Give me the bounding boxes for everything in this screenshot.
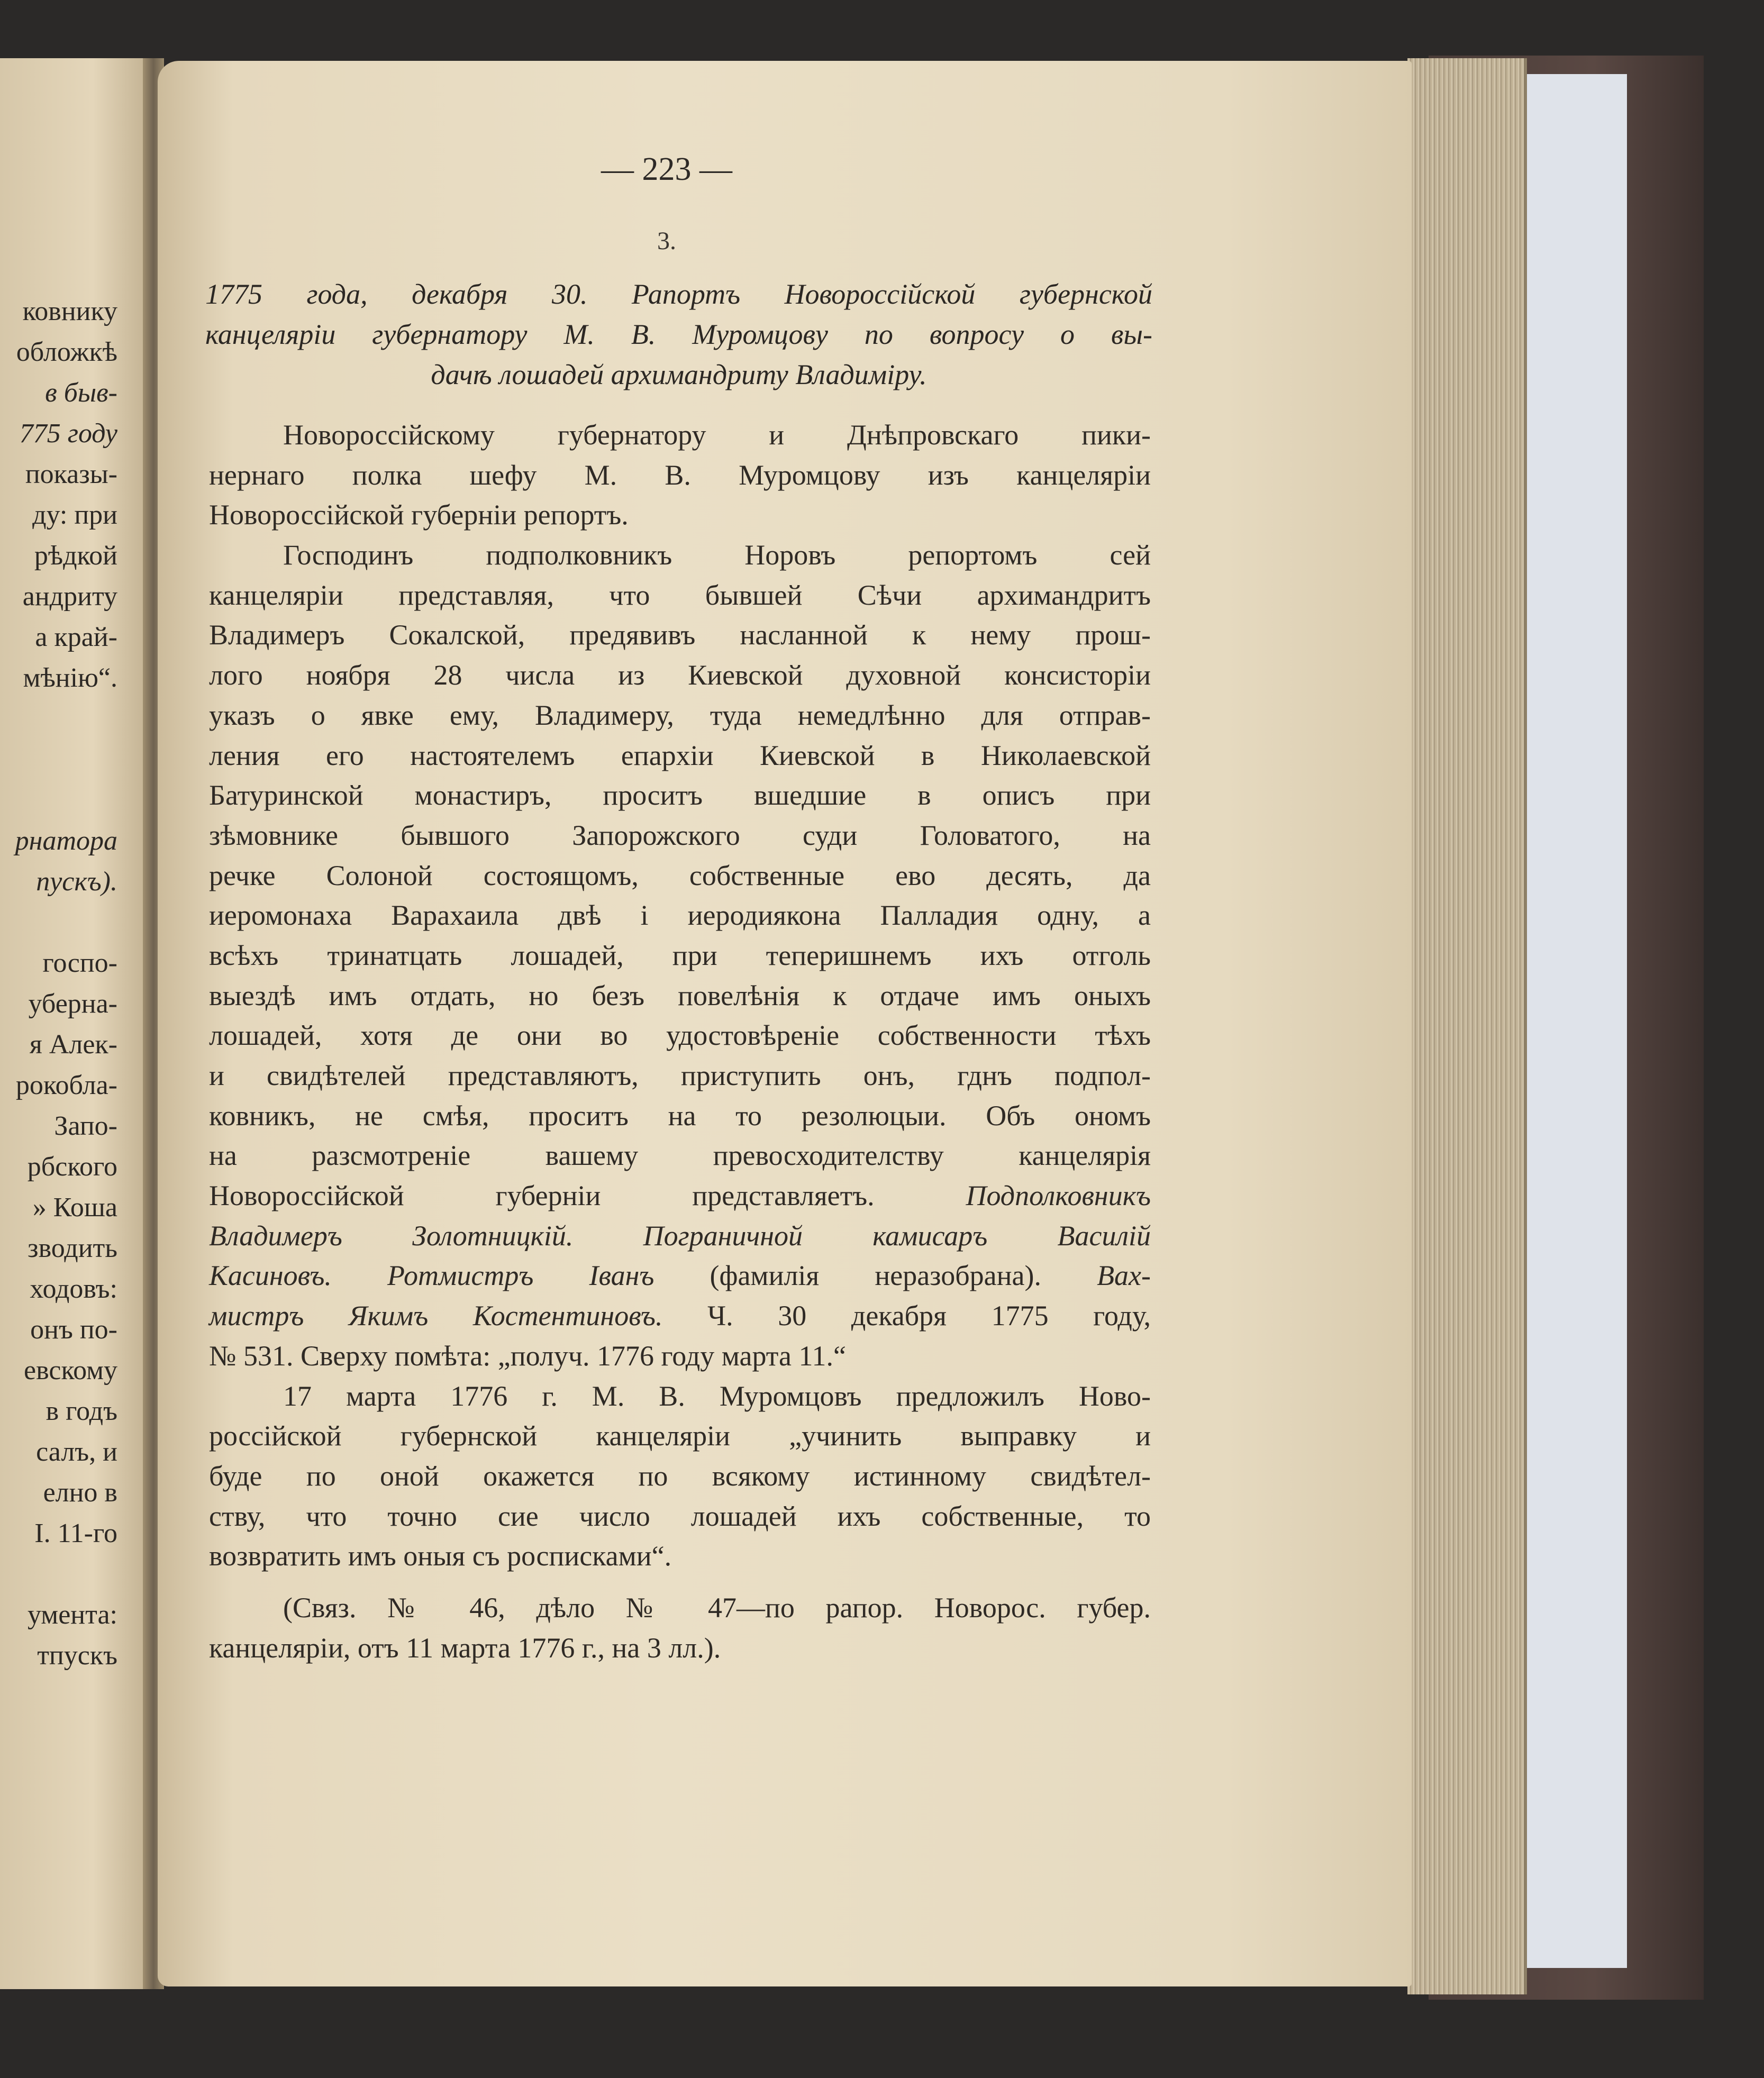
left-page-line	[0, 1554, 117, 1594]
body-line	[209, 1296, 1151, 1336]
left-page-line: I. 11-го	[34, 1518, 117, 1548]
left-page-line: евскому	[24, 1355, 117, 1386]
text-run: всѣхъ тринатцать лошадей, при теперишнемъ ихъ отголь	[209, 939, 1151, 971]
text-run: лого ноября 28 числа из Киевской духовной консисторіи	[209, 659, 1151, 691]
page-edges	[1407, 58, 1527, 1994]
left-page-line: рѣдкой	[34, 541, 117, 571]
italic-text: Вах-	[1097, 1260, 1151, 1292]
heading-line: 1775 года, декабря 30. Рапортъ Новороссійской губернской	[205, 278, 1152, 310]
left-page-line: мѣнію“.	[23, 663, 117, 693]
left-page-line: рбского	[27, 1152, 117, 1182]
paragraph-gap	[209, 1576, 1151, 1588]
text-run: Ч. 30 декабря 1775 году,	[662, 1300, 1151, 1332]
text-run: Новороссійскому губернатору и Днѣпровскаго пики-	[283, 419, 1151, 451]
body-line	[209, 1497, 1151, 1537]
left-page-line: пускъ).	[36, 867, 117, 897]
body-line	[209, 1536, 1151, 1576]
text-run: Батуринской монастиръ, проситъ вшедшие в описъ при	[209, 779, 1151, 812]
text-run: речке Солоной состоящомъ, собственные ево десять, да	[209, 859, 1151, 891]
body-line	[209, 856, 1151, 896]
body-line	[209, 1416, 1151, 1456]
text-run: (фамилія неразобрана).	[654, 1260, 1097, 1292]
left-page-line: ходовъ:	[30, 1274, 117, 1304]
left-page-line: уберна-	[28, 989, 117, 1019]
text-run: буде по оной окажется по всякому истинному свидѣтел-	[209, 1460, 1151, 1492]
body-line	[209, 976, 1151, 1016]
text-run: Владимеръ Сокалской, предявивъ насланной к нему прош-	[209, 619, 1151, 651]
heading-line: канцеляріи губернатору М. В. Муромцову по вопросу о вы-	[205, 318, 1152, 350]
body-line	[209, 1628, 1151, 1669]
text-run: лошадей, хотя де они во удостовѣреніе собственности тѣхъ	[209, 1019, 1151, 1052]
text-run: россійской губернской канцеляріи „учинить выправку и	[209, 1420, 1151, 1452]
text-run: нернаго полка шефу М. В. Муромцову изъ канцеляріи	[209, 459, 1151, 491]
body-line	[209, 1336, 1151, 1377]
body-line	[209, 1096, 1151, 1136]
body-line	[209, 776, 1151, 816]
body-line	[209, 415, 1151, 455]
body-line	[209, 736, 1151, 776]
body-line	[209, 1216, 1151, 1256]
left-page-line: рнатора	[15, 826, 117, 856]
body-line	[209, 1256, 1151, 1296]
page-number: — 223 —	[601, 151, 732, 187]
text-run: на разсмотреніе вашему превосходителству канцелярія	[209, 1140, 1151, 1172]
left-page-line: в быв-	[45, 378, 117, 408]
left-page-line: зводить	[28, 1233, 117, 1263]
left-page-line: » Коша	[32, 1192, 117, 1223]
italic-text: Владимеръ Золотницкій. Пограничной камисаръ Василій	[209, 1219, 1151, 1252]
body-line	[209, 936, 1151, 976]
body-line	[209, 1588, 1151, 1628]
left-page-line: а край-	[35, 622, 117, 652]
left-page-line	[0, 780, 117, 821]
body-line	[209, 1456, 1151, 1497]
left-page-text	[0, 291, 117, 1676]
body-line	[209, 576, 1151, 616]
text-run: канцеляріи, отъ 11 марта 1776 г., на 3 лл.).	[209, 1632, 721, 1664]
text-run: иеромонаха Варахаила двѣ і иеродиякона Палладия одну, а	[209, 899, 1151, 932]
italic-text: Касиновъ. Ротмистръ Іванъ	[209, 1260, 654, 1292]
body-line	[209, 535, 1151, 576]
body-line	[209, 455, 1151, 496]
left-page-line: онъ по-	[30, 1315, 117, 1345]
text-run: возвратить имъ оныя съ росписками“.	[209, 1540, 672, 1572]
body-line	[209, 495, 1151, 535]
left-page-line: госпо-	[42, 948, 117, 978]
left-page-line: в годъ	[46, 1396, 117, 1426]
text-run: Новороссійской губерніи представляетъ.	[209, 1180, 966, 1212]
text-run: выездѣ имъ отдать, но безъ повелѣнія к отдаче имъ оныхъ	[209, 979, 1151, 1011]
left-page-line: умента:	[27, 1600, 117, 1630]
body-line	[209, 816, 1151, 856]
document-body	[209, 415, 1151, 1668]
left-page-line: рокобла-	[15, 1070, 117, 1100]
text-run: ству, что точно сие число лошадей ихъ собственные, то	[209, 1500, 1151, 1532]
text-run: Новороссійской губерніи репортъ.	[209, 499, 629, 531]
left-page-line: ковнику	[22, 296, 117, 326]
left-page-line	[0, 698, 117, 739]
document-number: 3.	[657, 227, 676, 255]
left-page-line	[0, 739, 117, 780]
left-page-line	[0, 902, 117, 943]
body-line	[209, 696, 1151, 736]
body-line	[209, 1136, 1151, 1176]
left-page-line: Запо-	[54, 1111, 117, 1141]
heading-line: дачѣ лошадей архимандриту Владиміру.	[431, 359, 927, 390]
left-page-line: салъ, и	[36, 1437, 117, 1467]
text-run: № 531. Сверху помѣта: „получ. 1776 году марта 11.“	[209, 1339, 846, 1372]
text-run: ления его настоятелемъ епархіи Киевской в Николаевской	[209, 739, 1151, 771]
document-heading	[205, 274, 1152, 395]
text-run: канцеляріи представляя, что бывшей Сѣчи архимандритъ	[209, 579, 1151, 611]
left-page	[0, 58, 154, 1989]
body-line	[209, 1176, 1151, 1216]
text-run: (Связ. № 46, дѣло № 47—по рапор. Новорос. губер.	[283, 1591, 1151, 1624]
body-line	[209, 896, 1151, 936]
body-line	[209, 1016, 1151, 1056]
body-line	[209, 615, 1151, 655]
text-run: и свидѣтелей представляютъ, приступить онъ, гднъ подпол-	[209, 1060, 1151, 1091]
left-page-line: показы-	[25, 459, 117, 489]
left-page-line: тпускъ	[37, 1640, 117, 1671]
left-page-line: я Алек-	[29, 1029, 117, 1060]
text-run: зѣмовнике бывшого Запорожского суди Головатого, на	[209, 819, 1151, 851]
text-run: Господинъ подполковникъ Норовъ репортомъ сей	[283, 539, 1151, 571]
italic-text: мистръ Якимъ Костентиновъ.	[209, 1300, 663, 1332]
body-line	[209, 1056, 1151, 1096]
text-run: ковникъ, не смѣя, проситъ на то резолюцыи. Объ ономъ	[209, 1099, 1151, 1132]
text-run: указъ о явке ему, Владимеру, туда немедлѣнно для отправ-	[209, 699, 1151, 731]
italic-text: Подполковникъ	[966, 1180, 1151, 1212]
left-page-line: елно в	[43, 1478, 117, 1508]
left-page-line: андриту	[22, 581, 117, 612]
left-page-line: ду: при	[32, 500, 117, 530]
left-page-line: 775 году	[19, 418, 117, 449]
text-run: 17 марта 1776 г. М. В. Муромцовъ предложилъ Ново-	[283, 1380, 1151, 1412]
body-line	[209, 1377, 1151, 1417]
left-page-line: обложкѣ	[16, 337, 117, 367]
body-line	[209, 655, 1151, 696]
